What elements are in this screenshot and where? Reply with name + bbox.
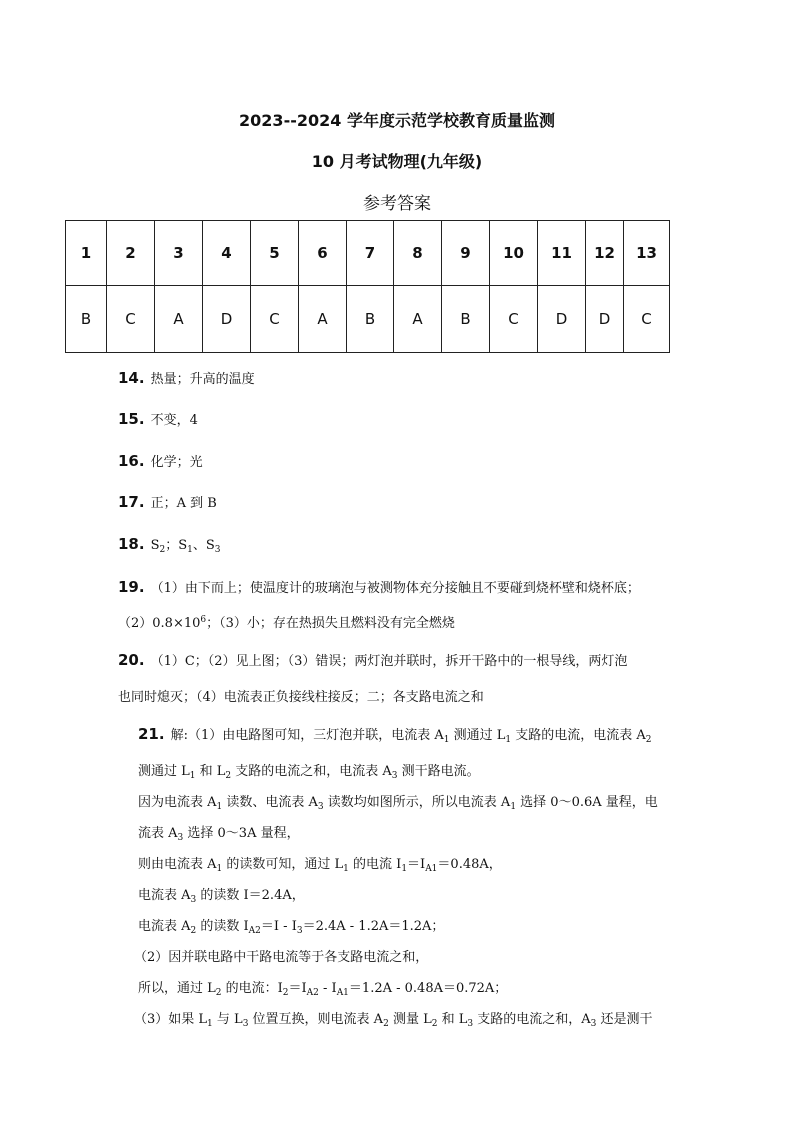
question-number-cell: 3 [155,221,203,286]
answer-cell: D [586,286,624,353]
answer-21-line8: （2）因并联电路中干路电流等于各支路电流之和， [134,950,429,965]
question-number-cell: 1 [66,221,107,286]
question-number-row [66,221,670,286]
question-number-cell: 7 [347,221,394,286]
answer-14: 14. 热量；升高的温度 [118,369,255,387]
question-number-cell: 11 [538,221,586,286]
answer-20-line1: 20. （1）C；（2）见上图；（3）错误；两灯泡并联时，拆开干路中的一根导线，两灯泡 [118,651,628,669]
document-title: 2023--2024 学年度示范学校教育质量监测 [239,111,555,130]
answer-19-line1: 19. （1）由下而上；使温度计的玻璃泡与被测物体充分接触且不要碰到烧杯壁和烧杯底； [118,578,640,596]
document-subtitle: 10 月考试物理(九年级) [311,152,483,171]
answer-cell: A [299,286,347,353]
answer-cell: C [107,286,155,353]
answer-18: 18. $S_2$；$S_1$、$S_3$ [118,535,221,555]
question-number-cell: 10 [490,221,538,286]
question-number-cell: 5 [251,221,299,286]
question-number-cell: 9 [442,221,490,286]
question-number-cell: 6 [299,221,347,286]
answer-cell: D [538,286,586,353]
question-number-cell: 4 [203,221,251,286]
answer-cell: C [490,286,538,353]
question-number-cell: 2 [107,221,155,286]
answer-19-line2: $(2)0.8\times 10^6$；（3）小；存在热损失且燃料没有完全燃烧 [118,615,455,631]
answer-21-line4: 流表 $A_3$ 选择 0～3A 量程， [138,826,300,843]
question-number-cell: 12 [586,221,624,286]
answer-16: 16. 化学；光 [118,452,203,470]
answer-cell: B [442,286,490,353]
answer-cell: B [66,286,107,353]
answer-17: 17. 正；A 到 B [118,493,217,511]
answer-21-line9: 所以，通过 $L_2$ 的电流：$I_2=I_{A2} - I_{A1}=1.2A - 0.48A=0.72A$； [138,981,508,998]
answer-cell: A [394,286,442,353]
answer-heading: 参考答案 [363,194,431,214]
answer-15: 15. 不变，4 [118,410,198,428]
answer-21-line3: 因为电流表 $A_1$ 读数、电流表 $A_3$ 读数均如图所示，所以电流表 $A_1$ 选择 0～0.6A 量程，电 [138,795,658,812]
answer-21-line6: 电流表 $A_3$ 的读数 I＝2.4A， [138,888,305,905]
answer-cell: C [251,286,299,353]
answer-cell: A [155,286,203,353]
answer-table [65,220,670,353]
answer-21-line10: （3）如果 $L_1$ 与 $L_3$ 位置互换，则电流表 $A_2$ 测量 $L_2$ 和 $L_3$ 支路的电流之和，$A_3$ 还是测干 [134,1012,653,1029]
answer-21-line2: 测通过 $L_1$ 和 $L_2$ 支路的电流之和，电流表 $A_3$ 测干路电流。 [138,764,480,781]
answer-row [66,286,670,353]
answer-21-line7: 电流表 $A_2$ 的读数 $I_{A2}=I - I_3=2.4A - 1.2A=1.2A$； [138,919,445,936]
answer-21-line1: 21. 解:（1）由电路图可知，三灯泡并联，电流表 $A_1$ 测通过 $L_1$ 支路的电流，电流表 $A_2$ [138,725,652,745]
answer-cell: B [347,286,394,353]
answer-21-line5: 则由电流表 $A_1$ 的读数可知，通过 $L_1$ 的电流 $I_1=I_{A1}=0.48A$， [138,857,502,874]
question-number-cell: 13 [624,221,670,286]
answer-20-line2: 也同时熄灭；（4）电流表正负接线柱接反；二；各支路电流之和 [118,690,484,705]
question-number-cell: 8 [394,221,442,286]
answer-cell: D [203,286,251,353]
answer-cell: C [624,286,670,353]
